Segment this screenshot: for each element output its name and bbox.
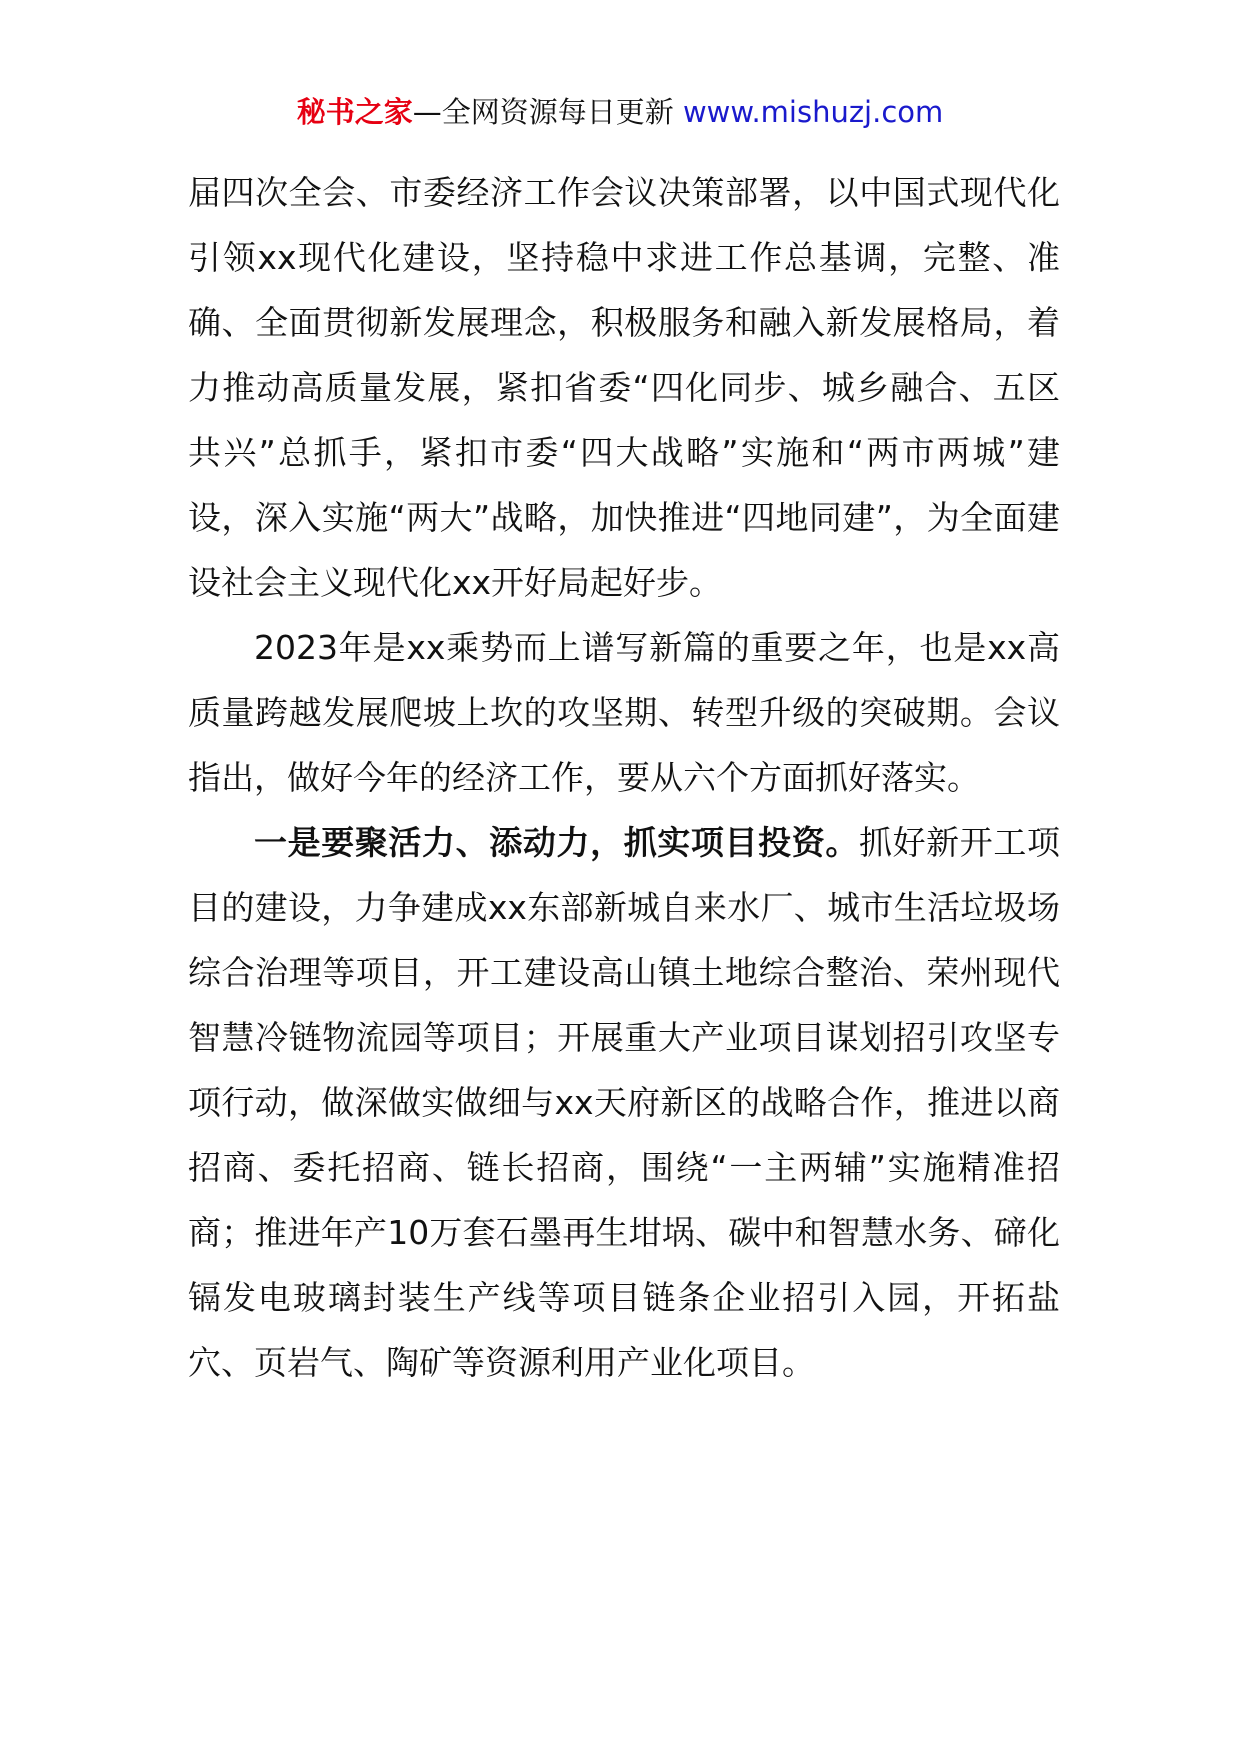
site-brand: 秘书之家	[296, 95, 413, 129]
site-url-link[interactable]: www.mishuzj.com	[682, 95, 944, 129]
paragraph-3-lead: 一是要聚活力、添动力，抓实项目投资。	[254, 823, 859, 862]
paragraph-3	[188, 810, 1060, 1395]
paragraph-1: 届四次全会、市委经济工作会议决策部署，以中国式现代化引领xx现代化建设，坚持稳中求进工作总基调，完整、准确、全面贯彻新发展理念，积极服务和融入新发展格局，着力推动高质量发展，紧扣省委“四化同步、城乡融合、五区共兴”总抓手，紧扣市委“四大战略”实施和“两市两城”建设，深入实施“两大”战略，加快推进“四地同建”，为全面建设社会主义现代化xx开好局起好步。	[188, 173, 1060, 602]
paragraph-3-text: 抓好新开工项目的建设，力争建成xx东部新城自来水厂、城市生活垃圾场综合治理等项目，开工建设高山镇土地综合整治、荣州现代智慧冷链物流园等项目；开展重大产业项目谋划招引攻坚专项行动，做深做实做细与xx天府新区的战略合作，推进以商招商、委托招商、链长招商，围绕“一主两辅”实施精准招商；推进年产10万套石墨再生坩埚、碳中和智慧水务、碲化镉发电玻璃封装生产线等项目链条企业招引入园，开拓盐穴、页岩气、陶矿等资源利用产业化项目。	[188, 823, 1061, 1382]
document-body	[188, 160, 1060, 1395]
site-tagline: —全网资源每日更新	[412, 95, 683, 129]
paragraph-2: 2023年是xx乘势而上谱写新篇的重要之年，也是xx高质量跨越发展爬坡上坎的攻坚期、转型升级的突破期。会议指出，做好今年的经济工作，要从六个方面抓好落实。	[188, 628, 1060, 797]
site-header	[0, 92, 1240, 132]
